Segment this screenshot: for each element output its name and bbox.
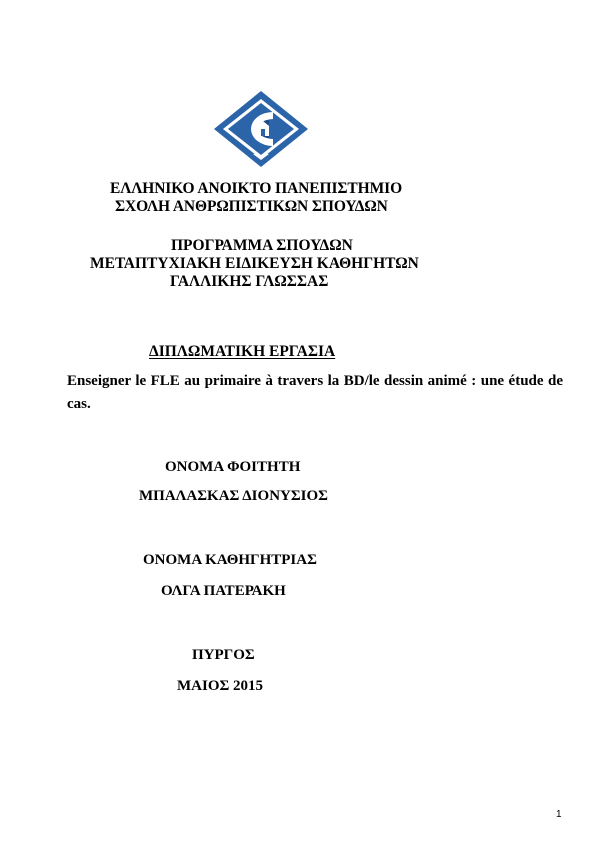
- school-name: ΣΧΟΛΗ ΑΝΘΡΩΠΙΣΤΙΚΩΝ ΣΠΟΥΔΩΝ: [115, 198, 388, 215]
- program-specialization: ΜΕΤΑΠΤΥΧΙΑΚΗ ΕΙΔΙΚΕΥΣΗ ΚΑΘΗΓΗΤΩΝ: [90, 255, 419, 272]
- university-logo-icon: [213, 90, 309, 168]
- program-language: ΓΑΛΛΙΚΗΣ ΓΛΩΣΣΑΣ: [170, 273, 329, 290]
- program-title: ΠΡΟΓΡΑΜΜΑ ΣΠΟΥΔΩΝ: [171, 237, 353, 254]
- student-name: ΜΠΑΛΑΣΚΑΣ ΔΙΟΝΥΣΙΟΣ: [139, 488, 328, 504]
- student-label: ΟΝΟΜΑ ΦΟΙΤΗΤΗ: [165, 459, 301, 475]
- page-number: 1: [556, 809, 562, 820]
- thesis-label: ΔΙΠΛΩΜΑΤΙΚΗ ΕΡΓΑΣΙΑ: [149, 343, 336, 360]
- university-name: ΕΛΛΗΝΙΚΟ ΑΝΟΙΚΤΟ ΠΑΝΕΠΙΣΤΗΜΙΟ: [110, 180, 403, 197]
- professor-name: ΟΛΓΑ ΠΑΤΕΡΑΚΗ: [161, 583, 286, 599]
- professor-label: ΟΝΟΜΑ ΚΑΘΗΓΗΤΡΙΑΣ: [143, 552, 317, 568]
- city: ΠΥΡΓΟΣ: [192, 647, 255, 663]
- thesis-title: Enseigner le FLE au primaire à travers la BD/le dessin animé : une étude de cas.: [67, 373, 563, 412]
- date: ΜΑΙΟΣ 2015: [177, 678, 264, 694]
